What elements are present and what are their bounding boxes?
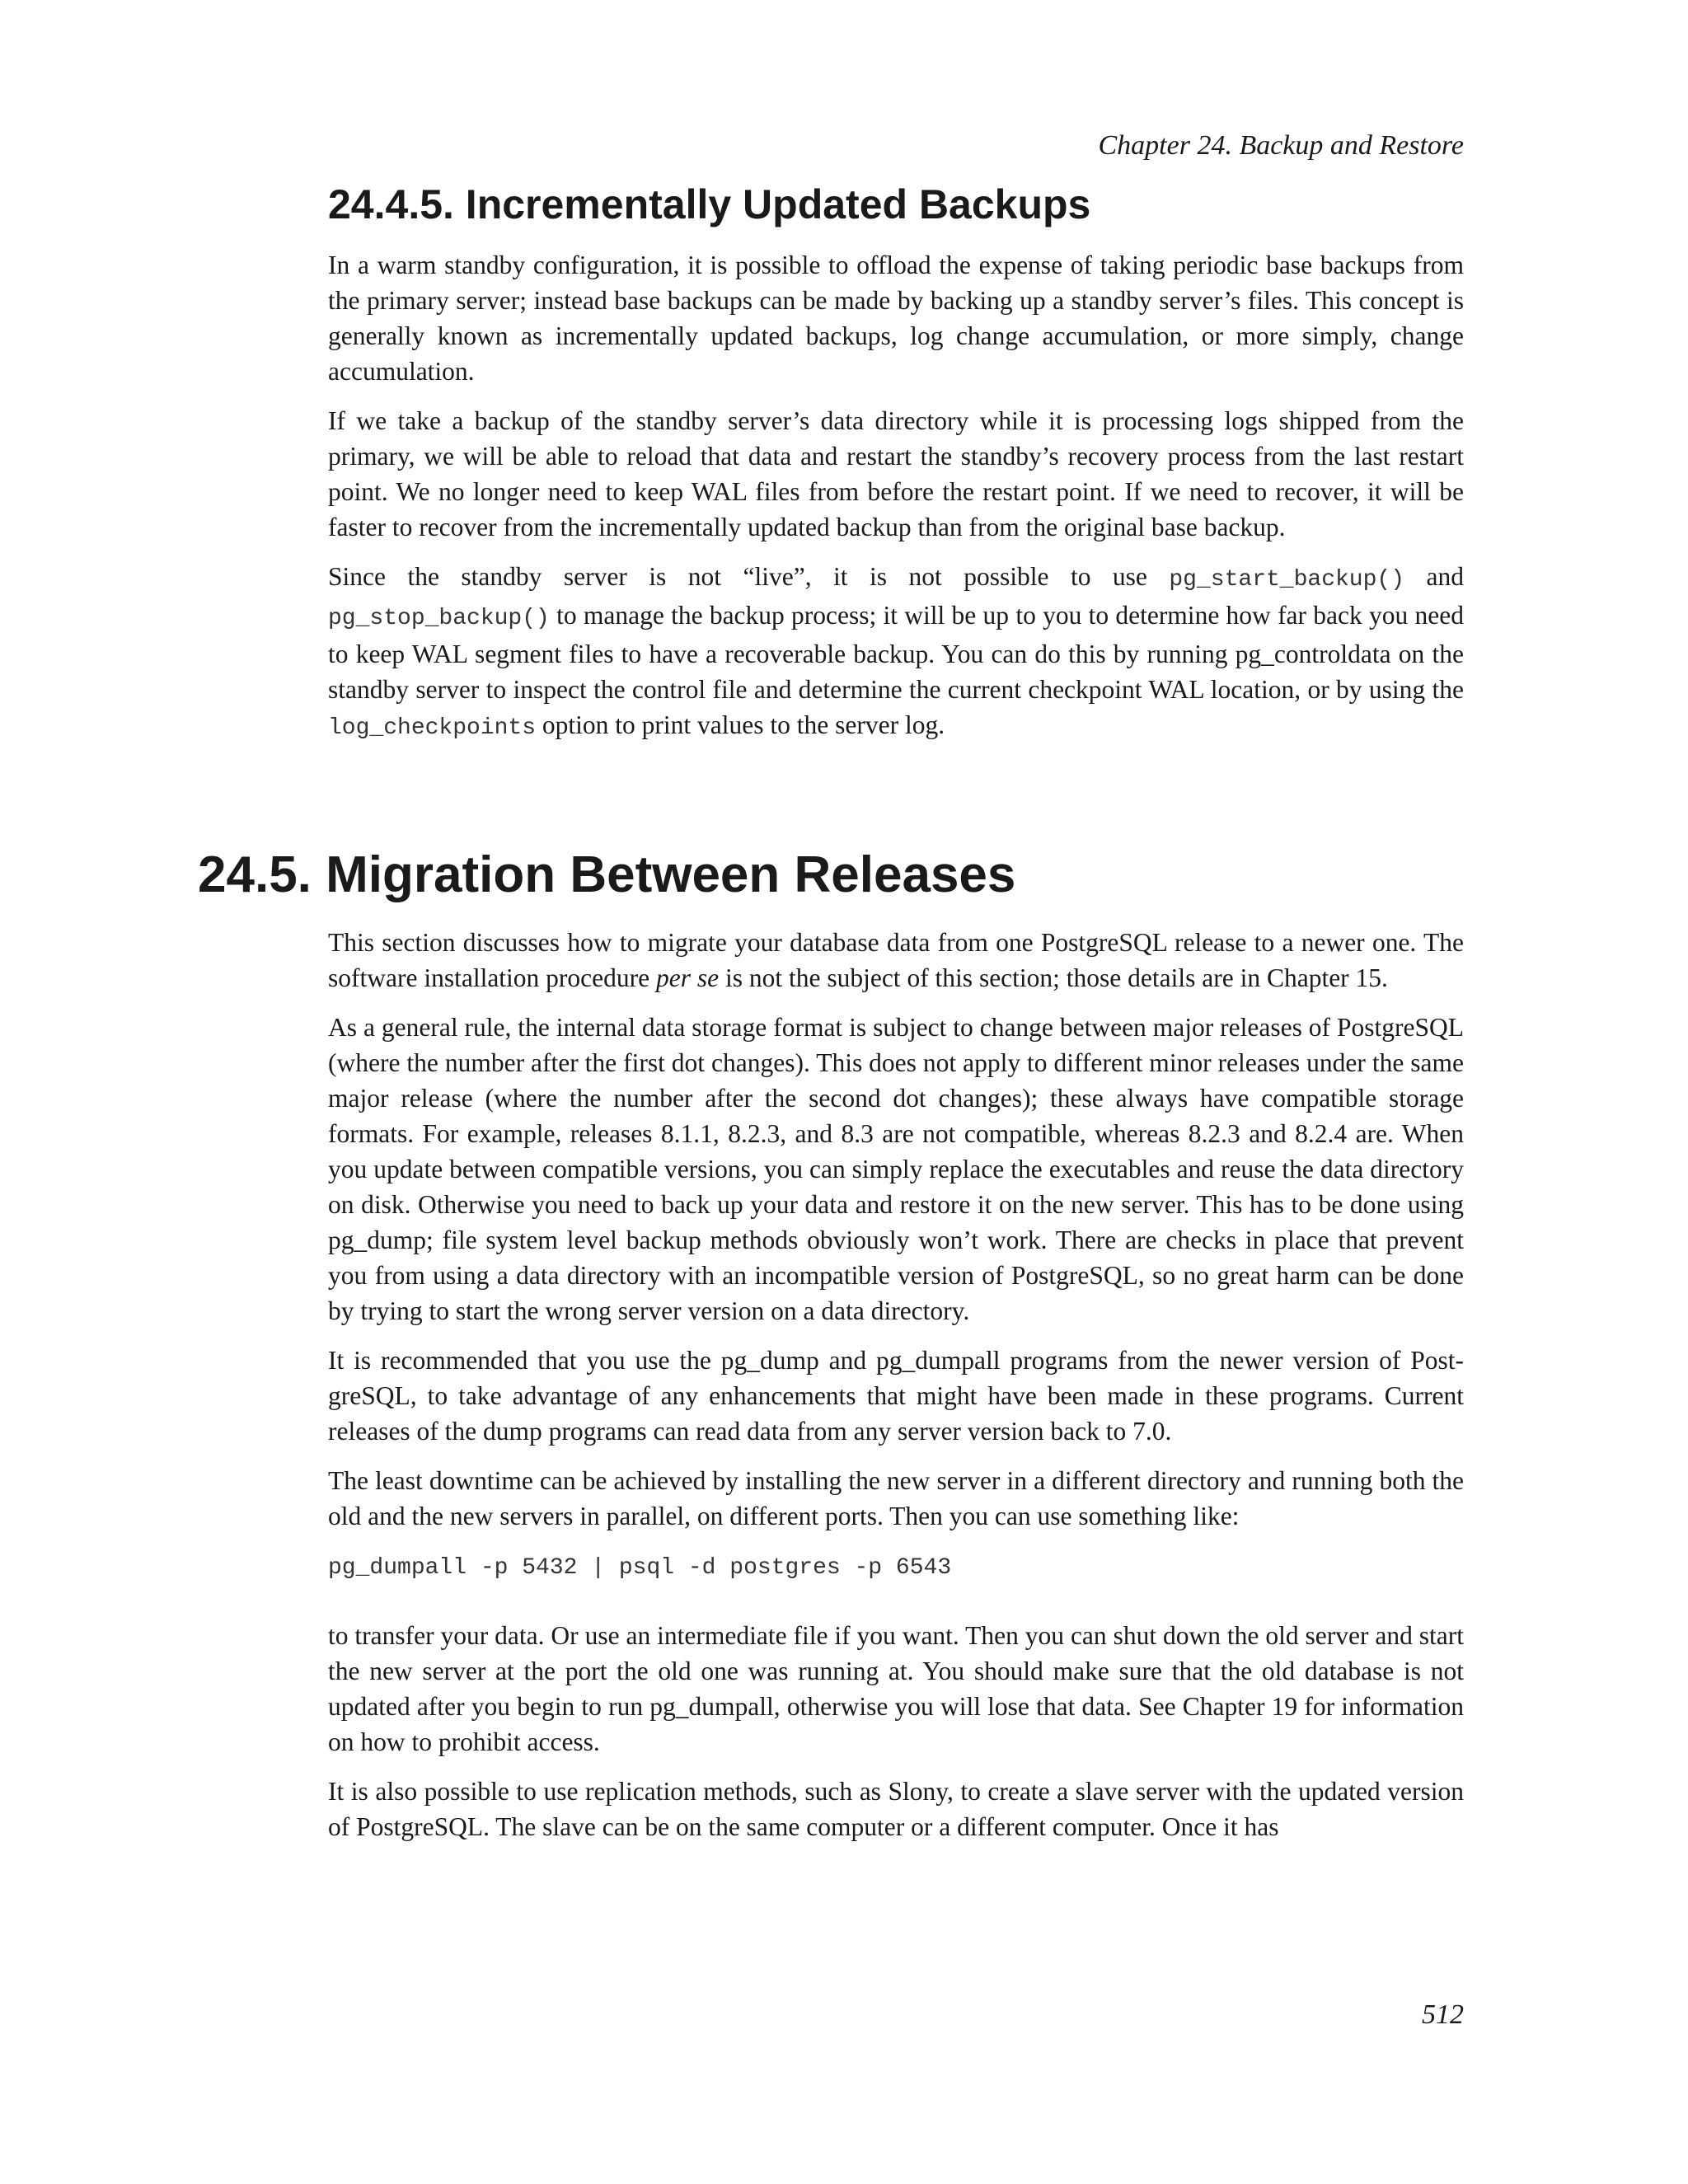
paragraph: As a general rule, the internal data storage format is subject to change between major releases of PostgreSQL (where the number after the first dot changes). This does not apply to different minor releases under the same major release (where the number after the second dot changes); these always have compatible storage formats. For example, releases 8.1.1, 8.2.3, and 8.3 are not compatible, whereas 8.2.3 and 8.2.4 are. When you update between compatible versions, you can simply replace the executables and reuse the data directory on disk. Otherwise you need to back up your data and restore it on the new server. This has to be done using pg_dump; file system level backup methods obviously won’t work. There are checks in place that prevent you from using a data directory with an incompatible version of PostgreSQL, so no great harm can be done by trying to start the wrong server version on a data directory. [328,1013,1464,1325]
text-run: to manage the backup process; it will be up to you to determine how far back you need to keep WAL segment files to have a recoverable backup. You can do this by running pg_controldata on the standby server to inspect the control file and determine the current checkpoint WAL location, or by using the [328,601,1464,704]
subsection-body [328,180,1464,760]
paragraph: In a warm standby configuration, it is possible to offload the expense of taking periodic base backups from the primary server; instead base backups can be made by backing up a standby server’s files. This concept is generally known as incrementally updated backups, log change accumulation, or more simply, change accumulation. [328,251,1464,386]
inline-code: pg_stop_backup() [328,606,550,631]
page-number: 512 [1422,1999,1464,2030]
inline-code: log_checkpoints [328,715,537,741]
paragraph: It is also possible to use replication methods, such as Slony, to create a slave server with the updated version of PostgreSQL. The slave can be on the same computer or a different computer. Once it has [328,1777,1464,1841]
code-block: pg_dumpall -p 5432 | psql -d postgres -p 6543 [328,1555,952,1581]
inline-code: pg_start_backup() [1169,567,1405,593]
paragraph [328,925,1464,996]
paragraph: The least downtime can be achieved by installing the new server in a different directory and running both the old and the new servers in parallel, on different ports. Then you can use something like: [328,1466,1464,1530]
text-run: is not the subject of this section; those details are in Chapter 15. [719,963,1388,992]
subsection-title: 24.4.5. Incrementally Updated Backups [328,181,1091,227]
text-run: This section discusses how to migrate your database data from one PostgreSQL release to a newer one. The software installation procedure [328,928,1464,992]
section-body [328,925,1464,1858]
running-head: Chapter 24. Backup and Restore [1098,130,1464,161]
emphasis: per se [655,963,720,992]
text-run: option to print values to the server log. [536,710,945,739]
text-run: Since the standby server is not “live”, it is not possible to use [328,562,1170,591]
text-run: and [1404,562,1464,591]
section-title: 24.5. Migration Between Releases [198,846,1016,903]
paragraph [328,559,1464,746]
paragraph: It is recommended that you use the pg_dump and pg_dumpall programs from the newer version of PostgreSQL, to take advantage of any enhancements that might have been made in these programs. Current releases of the dump programs can read data from any server version back to 7.0. [328,1346,1464,1446]
paragraph: to transfer your data. Or use an intermediate file if you want. Then you can shut down the old server and start the new server at the port the old one was running at. You should make sure that the old database is not updated after you begin to run pg_dumpall, otherwise you will lose that data. See Chapter 19 for information on how to prohibit access. [328,1621,1464,1756]
paragraph: If we take a backup of the standby server’s data directory while it is processing logs shipped from the primary, we will be able to reload that data and restart the standby’s recovery process from the last restart point. We no longer need to keep WAL files from before the restart point. If we need to recover, it will be faster to recover from the incrementally updated backup than from the original base backup. [328,406,1464,541]
